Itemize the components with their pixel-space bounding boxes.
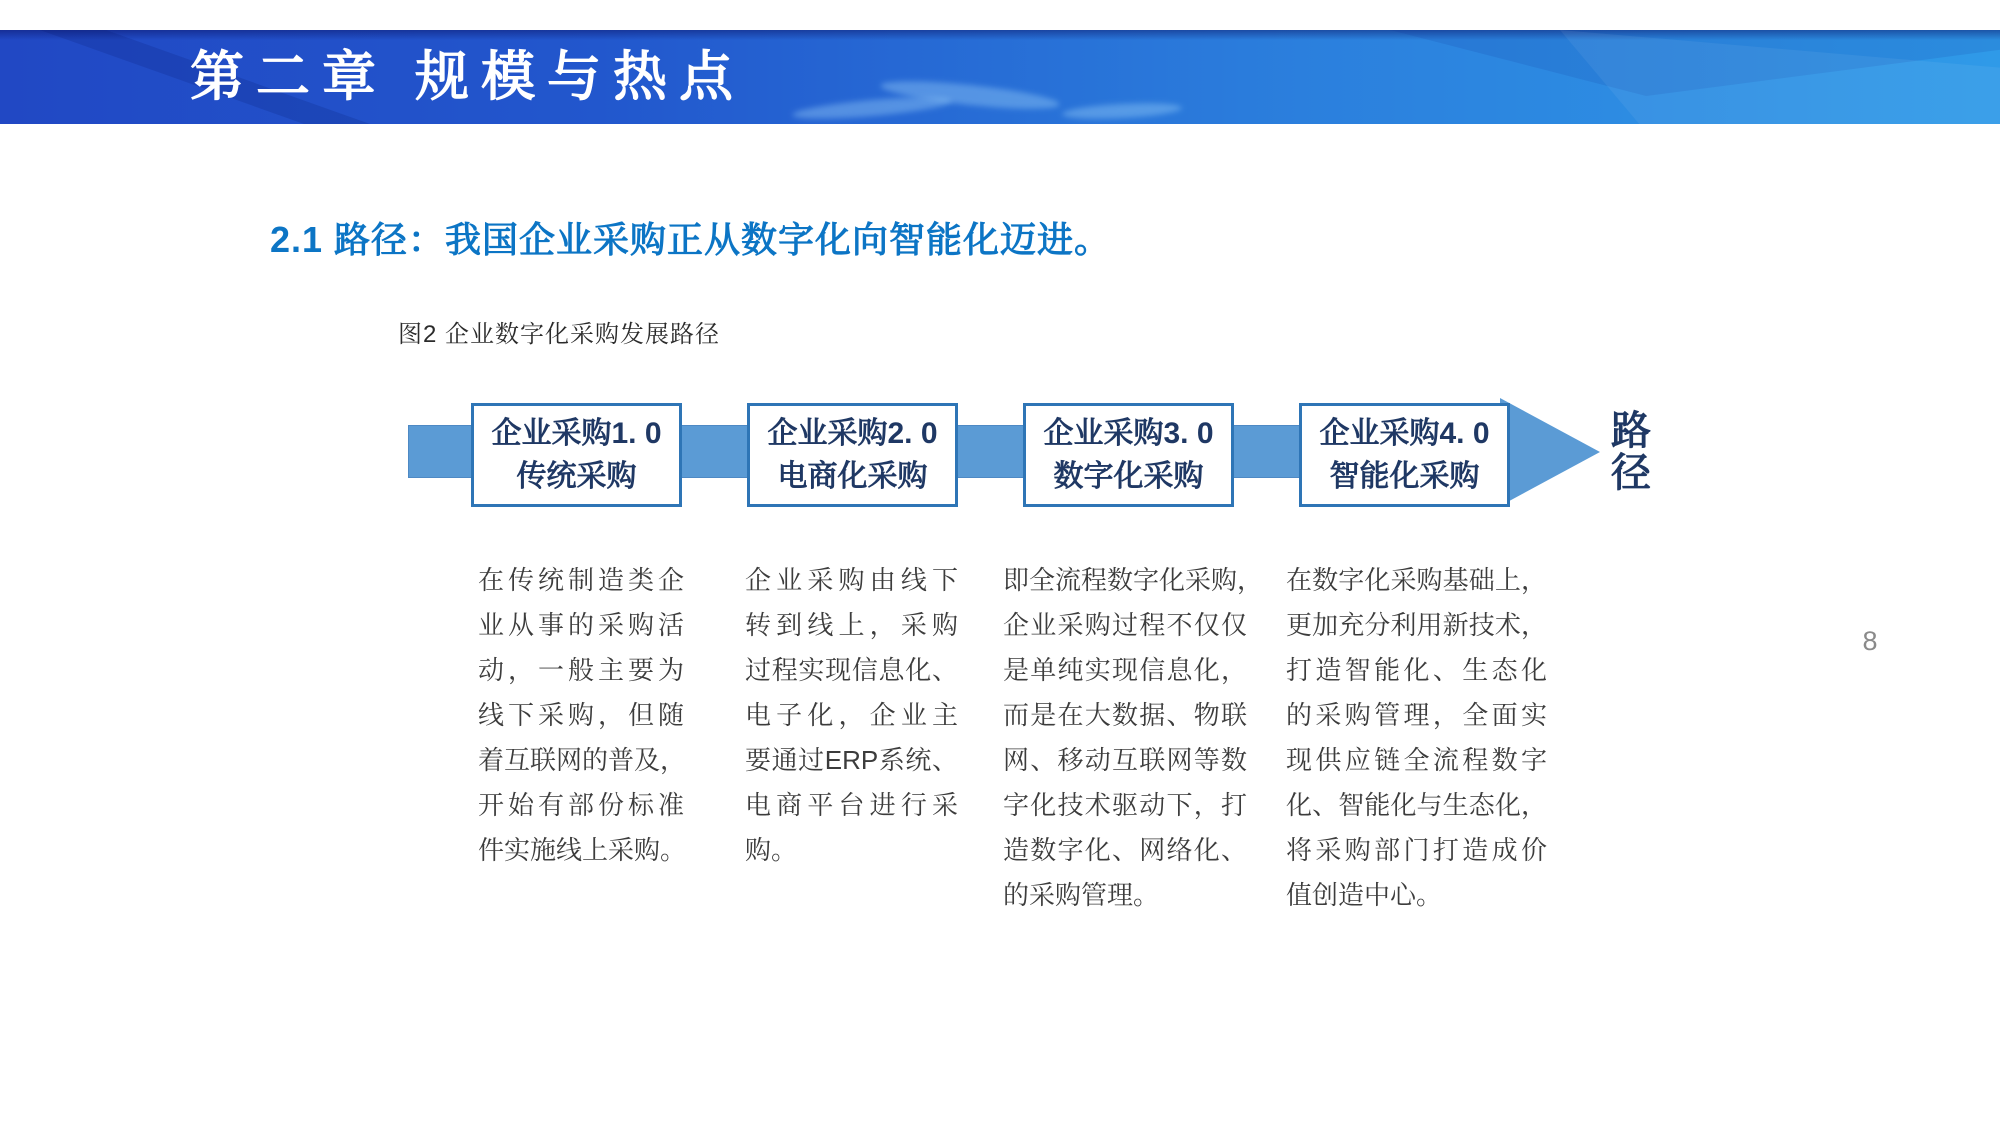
description-line: 业从事的采购活: [478, 610, 684, 640]
description-line: 件实施线上采购。: [478, 835, 687, 865]
arrow-label: 路径: [1611, 409, 1651, 495]
description-line: 字化技术驱动下，打: [1003, 790, 1247, 820]
description-line: 打造智能化、生态化: [1286, 655, 1547, 685]
description-line: 购。: [745, 835, 798, 865]
description-line: 网、移动互联网等数: [1003, 745, 1247, 775]
description-line: 企业采购过程不仅仅: [1003, 610, 1247, 640]
description-line: 着互联网的普及，: [478, 745, 687, 775]
stage-title-line1: 企业采购4. 0: [1319, 417, 1490, 450]
description-line: 即全流程数字化采购，: [1003, 565, 1264, 595]
section-heading: 2.1 路径：我国企业采购正从数字化向智能化迈进。: [270, 219, 1112, 260]
stage-description: [745, 558, 958, 873]
figure-caption: 图2 企业数字化采购发展路径: [398, 321, 721, 348]
description-line: 要通过ERP系统、: [745, 745, 958, 775]
stage-title-line2: 传统采购: [516, 460, 637, 493]
description-line: 动，一般主要为: [478, 655, 684, 685]
description-line: 值创造中心。: [1286, 880, 1443, 910]
description-line: 电商平台进行采: [745, 790, 958, 820]
watermark-scribble: [1062, 101, 1183, 121]
description-line: 更加充分利用新技术，: [1286, 610, 1547, 640]
stage-title-line1: 企业采购2. 0: [767, 417, 938, 450]
stage-description: [1286, 558, 1547, 918]
description-line: 将采购部门打造成价: [1286, 835, 1547, 865]
description-line: 是单纯实现信息化，: [1003, 655, 1247, 685]
description-line: 造数字化、网络化、: [1003, 835, 1247, 865]
description-line: 电子化，企业主: [745, 700, 958, 730]
description-line: 的采购管理，全面实: [1286, 700, 1547, 730]
description-line: 在传统制造类企: [478, 565, 684, 595]
description-line: 化、智能化与生态化，: [1286, 790, 1547, 820]
description-line: 过程实现信息化、: [745, 655, 958, 685]
banner-facet-decoration: [1560, 30, 2000, 124]
chapter-title: 第二章 规模与热点: [190, 47, 746, 107]
banner-facet-decoration: [1390, 30, 2000, 96]
stages-row: [471, 403, 1510, 507]
stage-description: [1003, 558, 1264, 918]
description-line: 的采购管理。: [1003, 880, 1160, 910]
stage-description: [478, 558, 687, 873]
stage-title-line2: 智能化采购: [1329, 460, 1480, 493]
description-line: 在数字化采购基础上，: [1286, 565, 1547, 595]
stage-title-line2: 数字化采购: [1053, 460, 1204, 493]
description-line: 而是在大数据、物联: [1003, 700, 1247, 730]
arrow-head-icon: [1500, 398, 1600, 506]
description-line: 开始有部份标准: [478, 790, 684, 820]
description-line: 转到线上，采购: [745, 610, 958, 640]
stage-box: [1299, 403, 1510, 507]
stage-title-line1: 企业采购3. 0: [1043, 417, 1214, 450]
stage-box: [471, 403, 682, 507]
stage-title-line2: 电商化采购: [777, 460, 928, 493]
description-line: 线下采购，但随: [478, 700, 684, 730]
chapter-banner: [0, 30, 2000, 124]
description-line: 现供应链全流程数字: [1286, 745, 1547, 775]
stage-box: [1023, 403, 1234, 507]
description-line: 企业采购由线下: [745, 565, 958, 595]
stage-title-line1: 企业采购1. 0: [491, 417, 662, 450]
stage-box: [747, 403, 958, 507]
page-number: 8: [1862, 626, 1878, 656]
